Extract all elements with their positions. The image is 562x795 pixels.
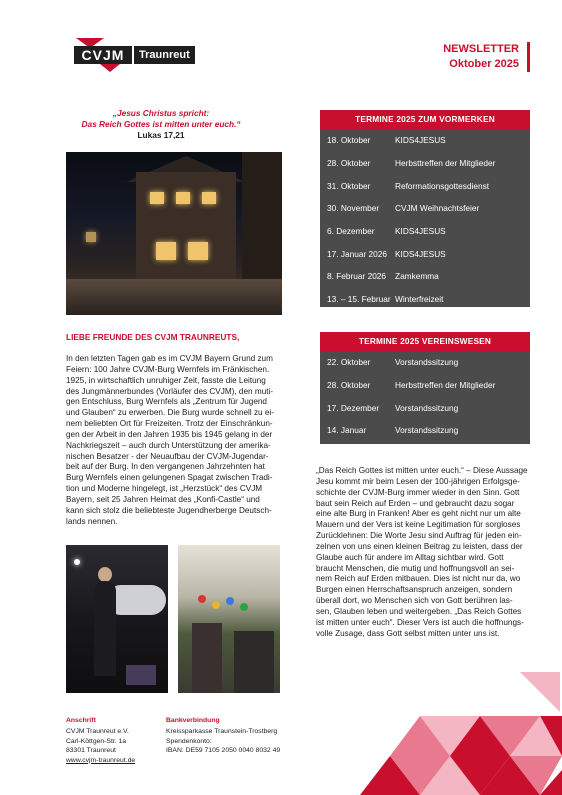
address-line: Carl-Köttgen-Str. 1a [66, 737, 127, 745]
text-line: nischen Besatzer - der Neuaufbau der CVJM-Jugendar- [66, 451, 269, 461]
text-line: Glaube auch für andere im Alltag sichtbar wird. Gott [316, 552, 504, 562]
logo-mark: CVJM [74, 46, 132, 64]
logo-place: Traunreut [134, 46, 195, 64]
row-event: Vorstandssitzung [395, 425, 459, 436]
text-line: Zurücklehnen: Die Worte Jesu sind Auftrag für jeden ein- [316, 531, 522, 541]
text-line: nem Reich auf Erden mitbauen. Dies ist nicht nur da, wo [316, 574, 521, 584]
text-line: kann sich stolz die beliebteste Jugendherberge Deutsch- [66, 505, 272, 515]
row-date: 28. Oktober [327, 158, 371, 169]
text-line: „Das Reich Gottes ist mitten unter euch.“ – Diese Aussage [316, 466, 528, 475]
row-event: Winterfreizeit [395, 294, 444, 305]
quote-line-2: Das Reich Gottes ist mitten unter euch.“ [81, 119, 241, 129]
address-label: Anschrift [66, 717, 96, 724]
row-event: Vorstandssitzung [395, 402, 459, 413]
bank-label: Bankverbindung [166, 717, 220, 724]
text-line: Jesu kommt mir beim Lesen der 100-jährigen Erfolgsge- [316, 476, 520, 486]
greeting-heading: LIEBE FREUNDE DES CVJM TRAUNREUTS, [66, 332, 240, 342]
bank-line: Spendenkonto: [166, 737, 212, 745]
newsletter-issue: Oktober 2025 [449, 58, 519, 70]
termine-heading: TERMINE 2025 ZUM VORMERKEN [320, 110, 530, 129]
row-event: Herbsttreffen der Mitglieder [395, 380, 496, 391]
address-line: 83301 Traunreut [66, 747, 116, 755]
text-line: tion und Moderne hingelegt, ist „Herzstück“ des CVJM [66, 484, 263, 494]
row-event: Herbsttreffen der Mitglieder [395, 158, 496, 169]
row-date: 17. Dezember [327, 402, 380, 413]
row-date: 30. November [327, 203, 380, 214]
website-link[interactable]: www.cvjm-traunreut.de [66, 756, 136, 764]
text-line: schichte der CVJM-Burg immer wieder in den Sinn. Gott [316, 487, 520, 497]
text-line: zelnen von uns einen kleinen Beitrag zu leisten, dass der [316, 541, 523, 551]
row-event: KIDS4JESUS [395, 248, 446, 259]
text-line: In den letzten Tagen gab es im CVJM Bayern Grund zum [66, 354, 273, 363]
row-event: Vorstandssitzung [395, 357, 459, 368]
row-event: Reformationsgottesdienst [395, 180, 490, 191]
text-line: gen Entschluss, Burg Wernfels als „Zentrum für Jugend [66, 397, 267, 407]
row-date: 6. Dezember [327, 226, 375, 237]
text-line: baut sein Reich auf Erden – und gebraucht dazu sogar [316, 498, 515, 508]
text-line: Bayern, seit 25 Jahren Heimat des „Konfi-Castle“ und [66, 494, 260, 504]
row-date: 13. – 15. Februar [327, 294, 391, 305]
row-event: CVJM Weihnachtsfeier [395, 203, 480, 214]
row-date: 18. Oktober [327, 135, 371, 146]
text-line: ist mitten unter euch“. Dieser Vers ist auch die hoffnungs- [316, 617, 524, 627]
deco-triangle [520, 672, 560, 712]
text-line: nem beliebten Ort für Freizeiten. Trotz der Einschränkun- [66, 419, 273, 429]
text-line: gen der Arbeit in den Jahren 1935 bis 1945 gelang in der [66, 429, 273, 439]
row-date: 31. Oktober [327, 180, 371, 191]
text-line: lands nennen. [66, 516, 118, 526]
text-line: 1925, in wirtschaftlich unruhiger Zeit, fasste die Leitung [66, 375, 266, 385]
row-date: 14. Januar [327, 425, 367, 436]
text-line: beit auf der Burg. In den vergangenen Jahrzehnten hat [66, 462, 265, 472]
quote-line-1: „Jesus Christus spricht: [112, 108, 210, 118]
text-line: sen, Glauben leben und weitergeben. „Das Reich Gottes [316, 606, 522, 616]
text-line: Burg Wernfels einen gelungenen Spagat zwischen Tradi- [66, 473, 273, 483]
text-line: braucht Menschen, die mutig und hoffnungsvoll an sei- [316, 563, 515, 573]
text-line: des Jungmännerbundes (Vorläufer des CVJM), den muti- [66, 386, 274, 396]
bank-line: IBAN: DE59 7105 2050 0040 8032 49 [166, 747, 281, 755]
row-date: 8. Februar 2026 [327, 271, 387, 282]
text-line: überall dort, wo Menschen sich von Gott berühren las- [316, 596, 513, 606]
newsletter-title: NEWSLETTER [443, 43, 519, 55]
quote-reference: Lukas 17,21 [137, 130, 185, 140]
row-date: 17. Januar 2026 [327, 248, 387, 259]
row-date: 28. Oktober [327, 380, 371, 391]
row-date: 22. Oktober [327, 357, 371, 368]
text-line: volle Zusage, dass Gott selbst mitten unter uns ist. [316, 628, 500, 638]
text-line: Nachkriegszeit – auch durch Unterstützung der amerika- [66, 440, 271, 450]
address-line: CVJM Traunreut e.V. [66, 728, 129, 735]
vereinswesen-heading: TERMINE 2025 VEREINSWESEN [320, 332, 530, 351]
text-line: Burgen einen Herrschaftsanspruch anzeigen, sondern [316, 585, 513, 595]
text-line: und Glauben“ zu erwerben. Die Burg wurde schnell zu ei- [66, 408, 274, 418]
text-line: Feiern: 100 Jahre CVJM-Burg Wernfels im Fränkischen. [66, 364, 270, 374]
row-event: Zamkemma [395, 271, 439, 282]
text-line: Mauern und der Vers ist keine Legitimation für sorgloses [316, 520, 521, 530]
row-event: KIDS4JESUS [395, 135, 446, 146]
text-line: eine alte Burg in Franken! Aber es geht nicht nur um alte [316, 509, 521, 519]
bank-line: Kreissparkasse Traunstein-Trostberg [166, 728, 278, 735]
row-event: KIDS4JESUS [395, 226, 446, 237]
